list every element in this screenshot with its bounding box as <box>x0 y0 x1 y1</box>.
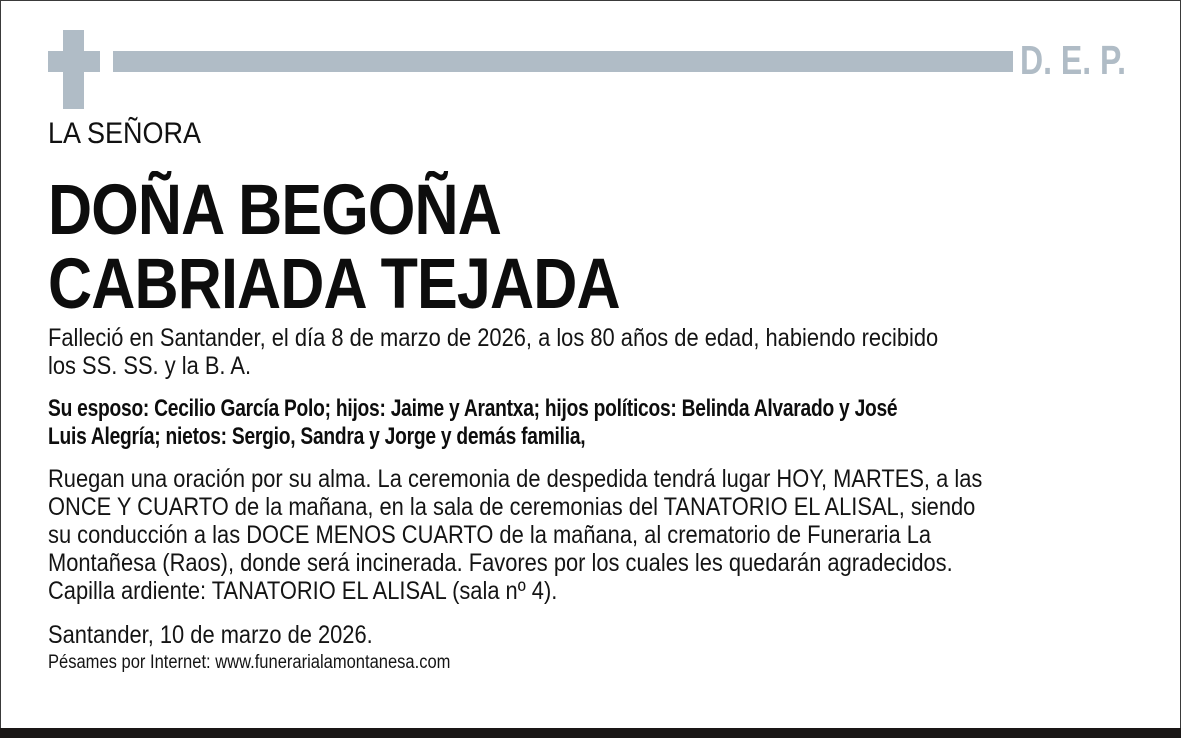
family-list <box>48 395 1008 451</box>
condolences-link[interactable]: Pésames por Internet: www.funerarialamontanesa.com <box>48 652 451 673</box>
bottom-border <box>0 728 1181 738</box>
ceremony-line: Capilla ardiente: TANATORIO EL ALISAL (sala nº 4). <box>48 577 558 605</box>
ceremony-line: su conducción a las DOCE MENOS CUARTO de la mañana, al crematorio de Funeraria La <box>48 521 932 549</box>
ceremony-line: Ruegan una oración por su alma. La ceremonia de despedida tendrá lugar HOY, MARTES, a las <box>48 465 983 493</box>
place-date: Santander, 10 de marzo de 2026. <box>48 621 373 649</box>
cross-icon-arm <box>48 51 100 72</box>
death-notice-line: los SS. SS. y la B. A. <box>48 352 252 380</box>
dep-label: D. E. P. <box>1020 37 1127 83</box>
family-line: Luis Alegría; nietos: Sergio, Sandra y Jorge y demás familia, <box>48 423 586 450</box>
death-notice-line: Falleció en Santander, el día 8 de marzo de 2026, a los 80 años de edad, habiendo recibido <box>48 324 939 352</box>
ceremony-line: Montañesa (Raos), donde será incinerada. Favores por los cuales les quedarán agradecidos. <box>48 549 953 577</box>
header-rule <box>113 51 1013 72</box>
ceremony-line: ONCE Y CUARTO de la mañana, en la sala de ceremonias del TANATORIO EL ALISAL, siendo <box>48 493 976 521</box>
ceremony-details <box>48 465 1098 605</box>
death-notice <box>48 324 1098 380</box>
deceased-name-line-2: CABRIADA TEJADA <box>48 245 620 324</box>
deceased-name-line-1: DOÑA BEGOÑA <box>48 171 502 250</box>
family-line: Su esposo: Cecilio García Polo; hijos: Jaime y Arantxa; hijos políticos: Belinda Alvarado y José <box>48 395 898 422</box>
deceased-title: LA SEÑORA <box>48 117 202 150</box>
